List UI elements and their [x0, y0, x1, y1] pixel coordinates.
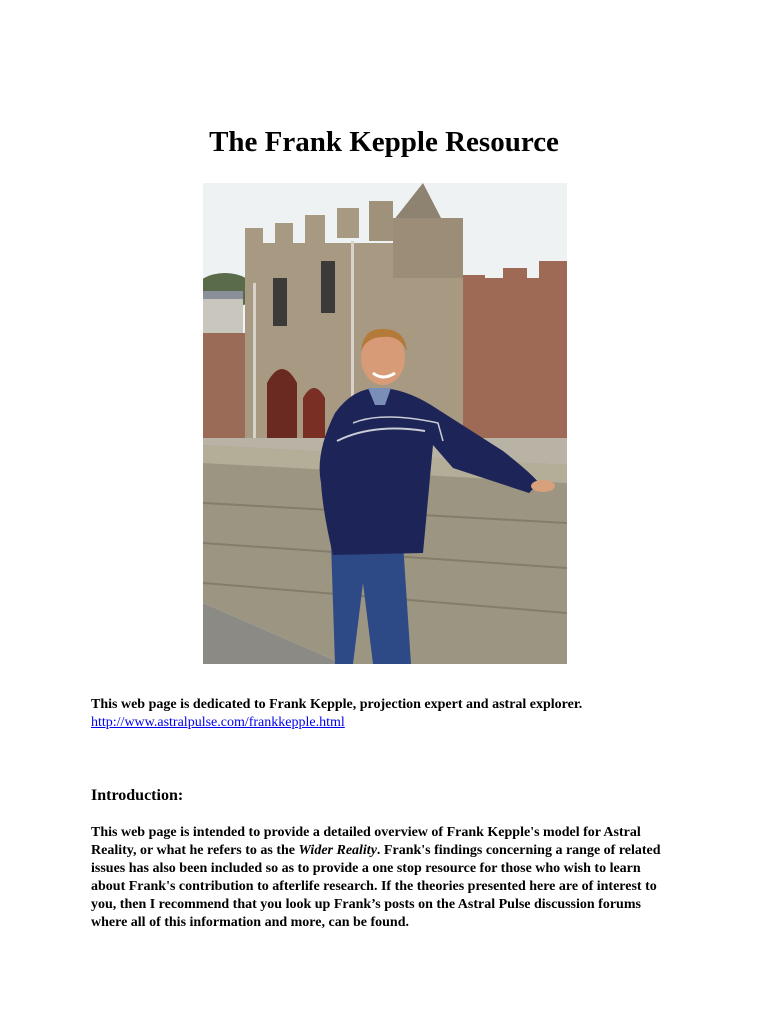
intro-emphasis: Wider Reality	[298, 843, 377, 858]
intro-text-part1: This web page is intended to provide a detailed overview of Frank Kepple's model for Astral Reality, or what he refers to as the	[91, 825, 641, 858]
portrait-photo	[203, 183, 567, 664]
dedication-text: This web page is dedicated to Frank Kepple, projection expert and astral explorer.	[91, 697, 583, 712]
section-heading-introduction: Introduction:	[91, 787, 184, 804]
astral-pulse-link[interactable]: http://www.astralpulse.com/frankkepple.html	[91, 715, 345, 730]
introduction-paragraph	[91, 824, 671, 932]
intro-text-part2: . Frank's findings concerning a range of related issues has also been included so as to provide a one stop resource for those who wish to learn about Frank's contribution to afterlife research. If the theories presented here are of interest to you, then I recommend that you look up Frank’s posts on the Astral Pulse discussion forums where all of this information and more, can be found.	[91, 843, 661, 930]
page-title: The Frank Kepple Resource	[209, 126, 559, 158]
